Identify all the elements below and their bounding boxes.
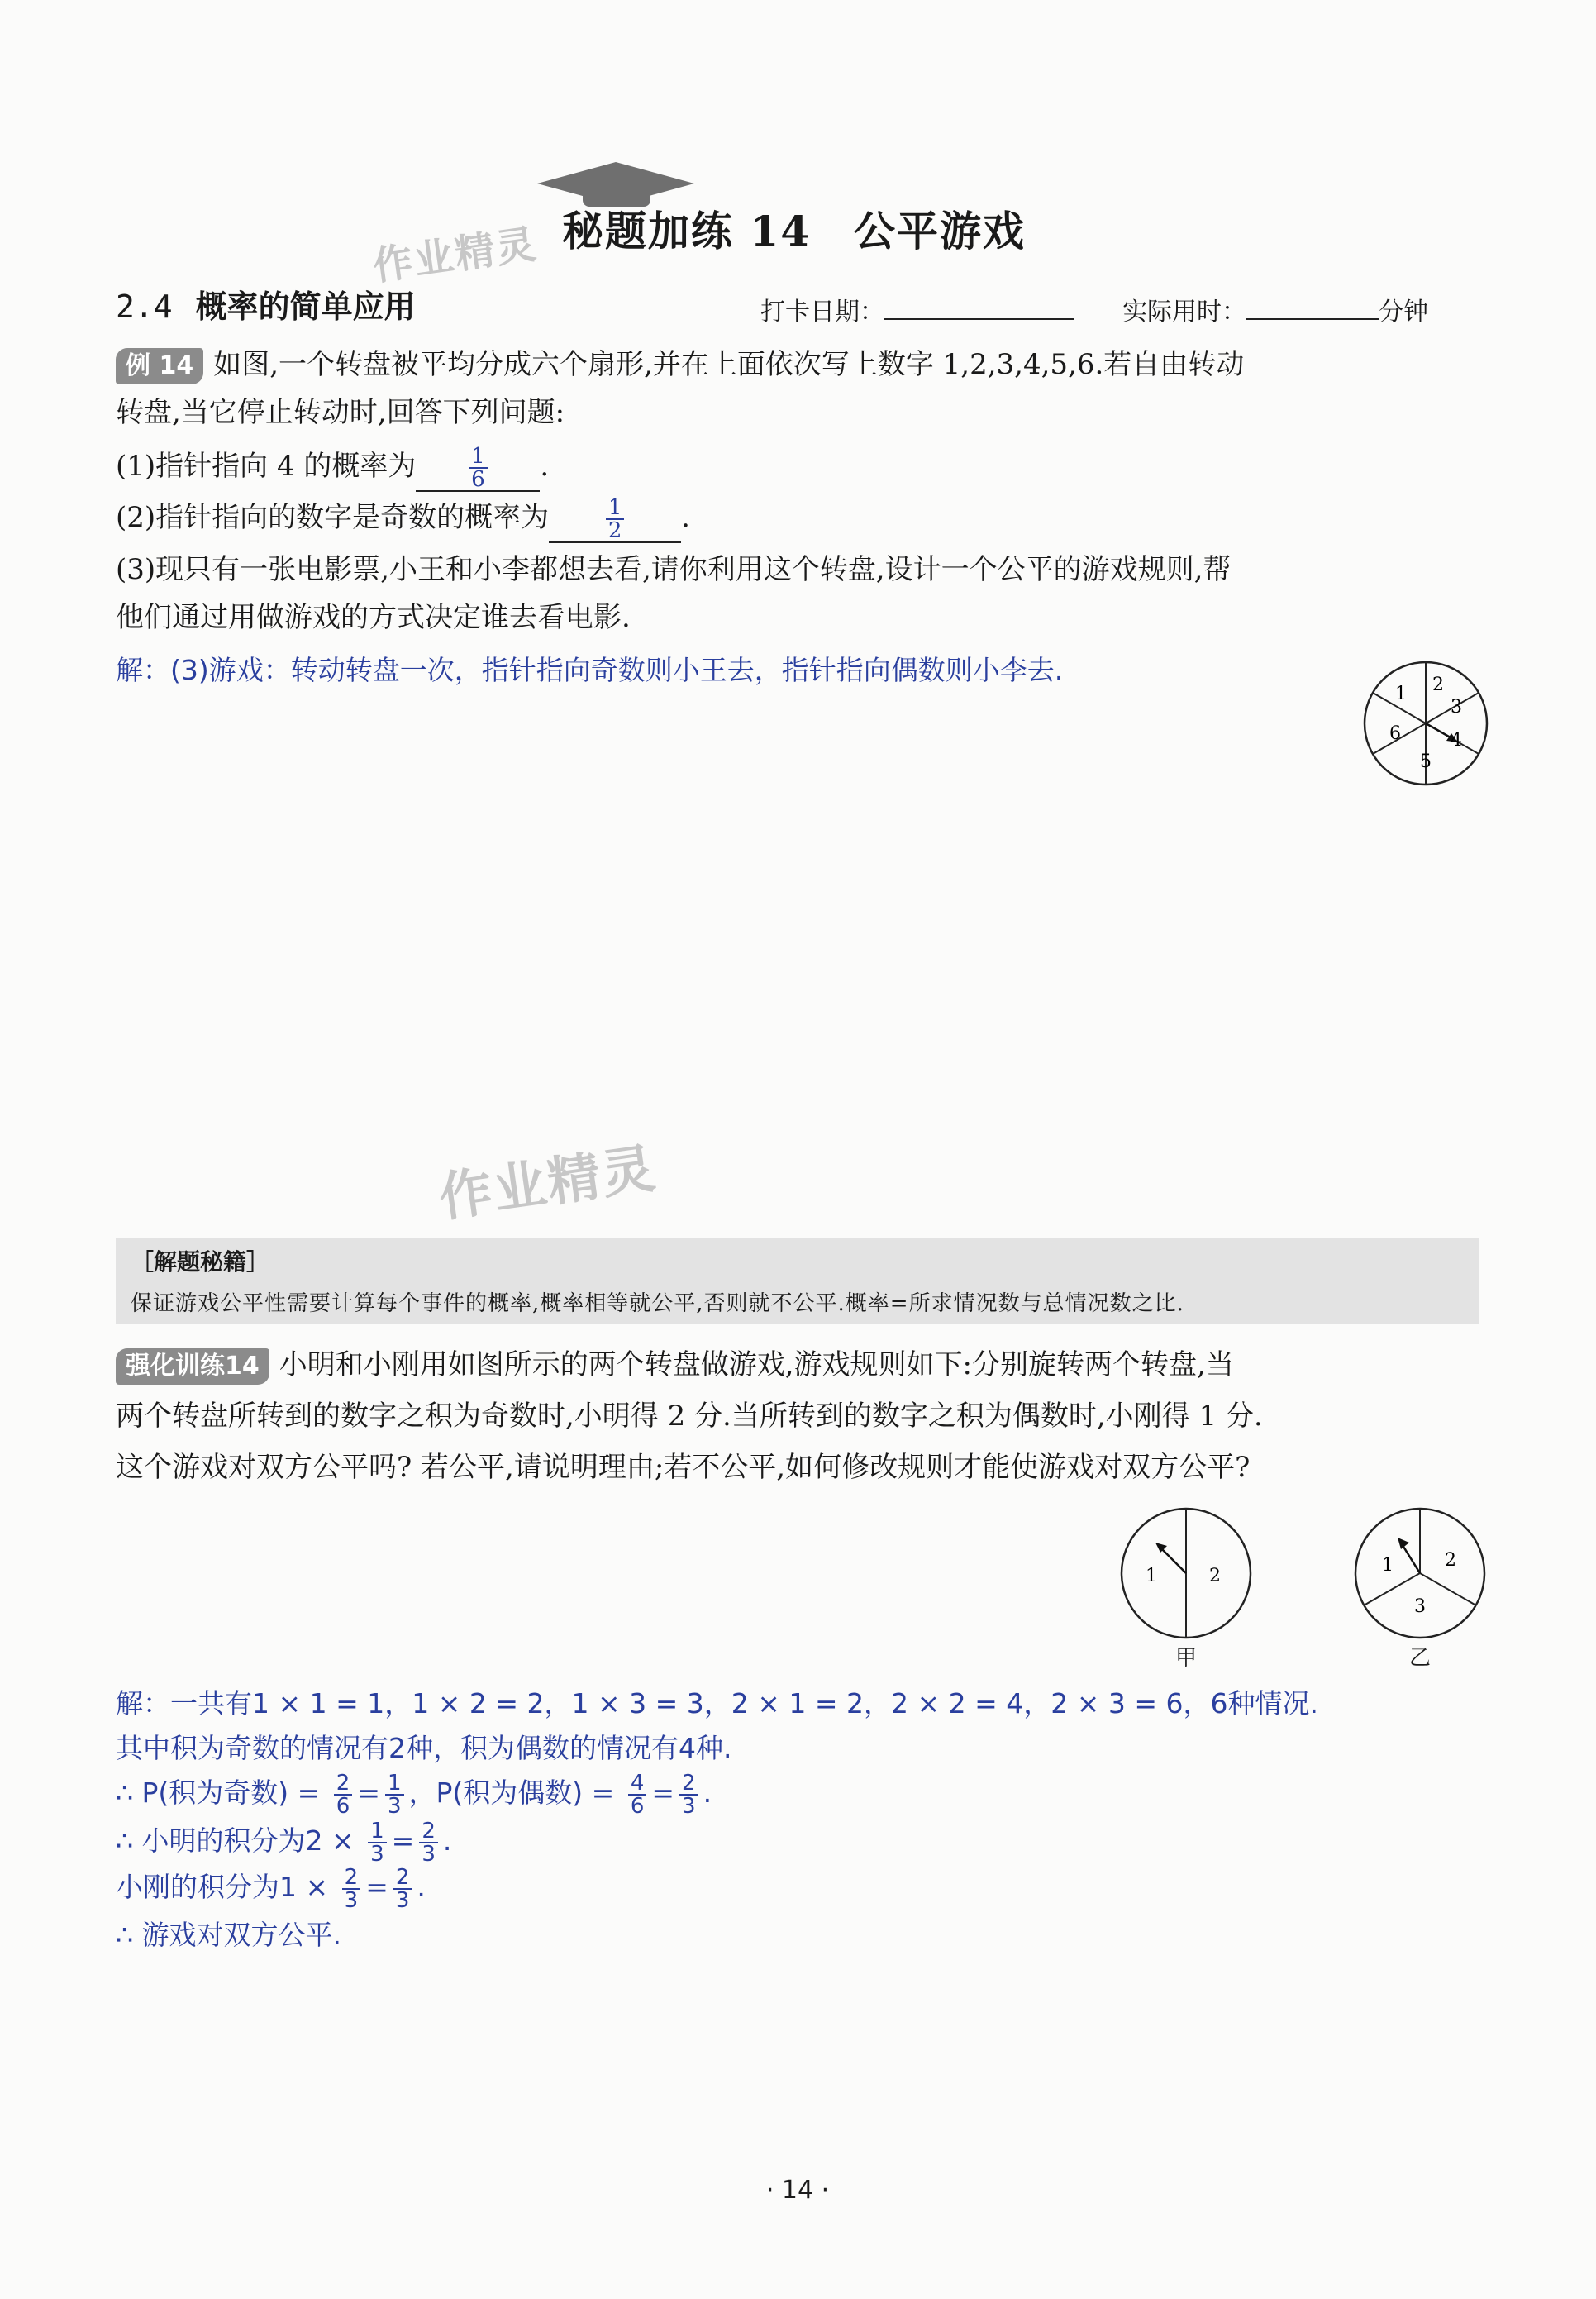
watermark-top: 作业精灵 — [369, 221, 541, 290]
question-3 — [116, 546, 1488, 642]
section-number: 2.4 — [116, 289, 173, 325]
question-1-answer — [416, 442, 540, 492]
question-2-text: (2)指针指向的数字是奇数的概率为 — [116, 501, 550, 534]
spinner-sector-label: 4 — [1451, 730, 1462, 751]
question-2-answer — [549, 494, 681, 543]
question-2: (2)指针指向的数字是奇数的概率为 $\frac{1}{2}$ . — [116, 495, 690, 543]
question-1: (1)指针指向 4 的概率为 $\frac{1}{6}$ . — [116, 444, 550, 492]
section-heading — [116, 281, 416, 327]
tip-title: ［解题秘籍］ — [131, 1248, 270, 1276]
exercise-line2: 两个转盘所转到的数字之积为奇数时,小明得 2 分.当所转到的数字之积为偶数时,小刚得 1 分. — [116, 1400, 1263, 1433]
solution-line2: 其中积为奇数的情况有2种，积为偶数的情况有4种. — [116, 1732, 732, 1764]
tip-text: 保证游戏公平性需要计算每个事件的概率,概率相等就公平,否则就不公平.概率=所求情况数与总情况数之比. — [131, 1291, 1184, 1316]
minutes-label: 分钟 — [1379, 298, 1429, 327]
spinner-sector-label: 1 — [1395, 684, 1407, 704]
watermark-middle: 作业精灵 — [435, 1138, 660, 1229]
solution-line5: 小刚的积分为1 × $\frac{2}{3}$ = $\frac{2}{3}$ . — [116, 1864, 426, 1913]
spinner-a — [1116, 1503, 1256, 1643]
q2-denominator: 2 — [607, 518, 622, 543]
question-1-text: (1)指针指向 4 的概率为 — [116, 450, 417, 483]
exercise-text — [116, 1339, 1488, 1493]
period: . — [417, 1871, 426, 1903]
spinner-b — [1350, 1503, 1490, 1643]
example-badge: 例 14 — [116, 348, 203, 384]
eq-sign: = — [365, 1871, 388, 1903]
time-used-field[interactable] — [1246, 295, 1379, 320]
spinner-a-caption: 甲 — [1174, 1646, 1197, 1671]
spinner-b-caption: 乙 — [1408, 1646, 1431, 1671]
period: . — [703, 1777, 712, 1809]
example-solution: 解：(3)游戏：转动转盘一次，指针指向奇数则小王去，指针指向偶数则小李去. — [116, 654, 1064, 686]
eq-sign: = — [357, 1777, 380, 1809]
spinner-b-pointer — [1401, 1543, 1420, 1573]
six-sector-spinner — [1355, 653, 1496, 794]
period: . — [442, 1824, 452, 1857]
time-used-label: 实际用时： — [1122, 298, 1247, 327]
question-3-line2: 他们通过用做游戏的方式决定谁去看电影. — [116, 601, 631, 634]
solution-line3: ∴ P(积为奇数) = $\frac{2}{6}$ = $\frac{1}{3}$ ，P(积为偶数) = $\frac{4}{6}$ = $\frac{2}{3}$ . — [116, 1770, 712, 1819]
solution-line4: ∴ 小明的积分为2 × $\frac{1}{3}$ = $\frac{2}{3}$ . — [116, 1818, 452, 1867]
q1-denominator: 6 — [471, 467, 485, 492]
eq-sign: = — [391, 1824, 415, 1857]
spinner-b-label-3: 3 — [1414, 1596, 1426, 1617]
spinner-sector-label: 5 — [1420, 751, 1432, 772]
page-number: · 14 · — [765, 2176, 830, 2205]
solution-line1: 解：一共有1 × 1 = 1，1 × 2 = 2，1 × 3 = 3，2 × 1 = 2，2 × 2 = 4，2 × 3 = 6，6种情况. — [116, 1687, 1318, 1719]
checkin-date-field[interactable] — [884, 295, 1074, 320]
spinner-sector-label: 6 — [1389, 723, 1401, 744]
example-intro-line2: 转盘,当它停止转动时,回答下列问题: — [116, 396, 565, 429]
spinner-a-label-1: 1 — [1146, 1566, 1157, 1586]
spinner-b-label-2: 2 — [1445, 1550, 1456, 1571]
exercise-line3: 这个游戏对双方公平吗? 若公平,请说明理由;若不公平,如何修改规则才能使游戏对双方公平? — [116, 1451, 1251, 1484]
spinner-b-label-1: 1 — [1382, 1555, 1394, 1576]
solution-line3-part-a: ∴ P(积为奇数) = — [116, 1777, 321, 1809]
graduation-cap-icon — [537, 162, 694, 184]
exercise-badge: 强化训练14 — [116, 1348, 269, 1385]
solution-line5-text: 小刚的积分为1 × — [116, 1871, 329, 1903]
spinner-sector-label: 3 — [1451, 697, 1462, 718]
solution-line3-part-b: ，P(积为偶数) = — [408, 1777, 615, 1809]
example-intro — [116, 341, 1488, 436]
spinner-sector-label: 2 — [1432, 675, 1444, 695]
eq-sign: = — [651, 1777, 675, 1809]
spinner-a-label-2: 2 — [1209, 1566, 1221, 1586]
checkin-row — [760, 291, 1428, 327]
example-intro-line1: 如图,一个转盘被平均分成六个扇形,并在上面依次写上数字 1,2,3,4,5,6.若自由转动 — [213, 348, 1245, 381]
q1-numerator: 1 — [469, 446, 488, 469]
question-3-line1: (3)现只有一张电影票,小王和小李都想去看,请你利用这个转盘,设计一个公平的游戏规则,帮 — [116, 553, 1232, 586]
page-title: 秘题加练 14 公平游戏 — [562, 207, 1026, 255]
solution-line6: ∴ 游戏对双方公平. — [116, 1919, 341, 1951]
exercise-line1: 小明和小刚用如图所示的两个转盘做游戏,游戏规则如下:分别旋转两个转盘,当 — [279, 1348, 1234, 1381]
q2-numerator: 1 — [606, 497, 625, 520]
section-title: 概率的简单应用 — [195, 288, 416, 325]
solution-line4-text: ∴ 小明的积分为2 × — [116, 1824, 355, 1857]
checkin-date-label: 打卡日期： — [760, 298, 884, 327]
